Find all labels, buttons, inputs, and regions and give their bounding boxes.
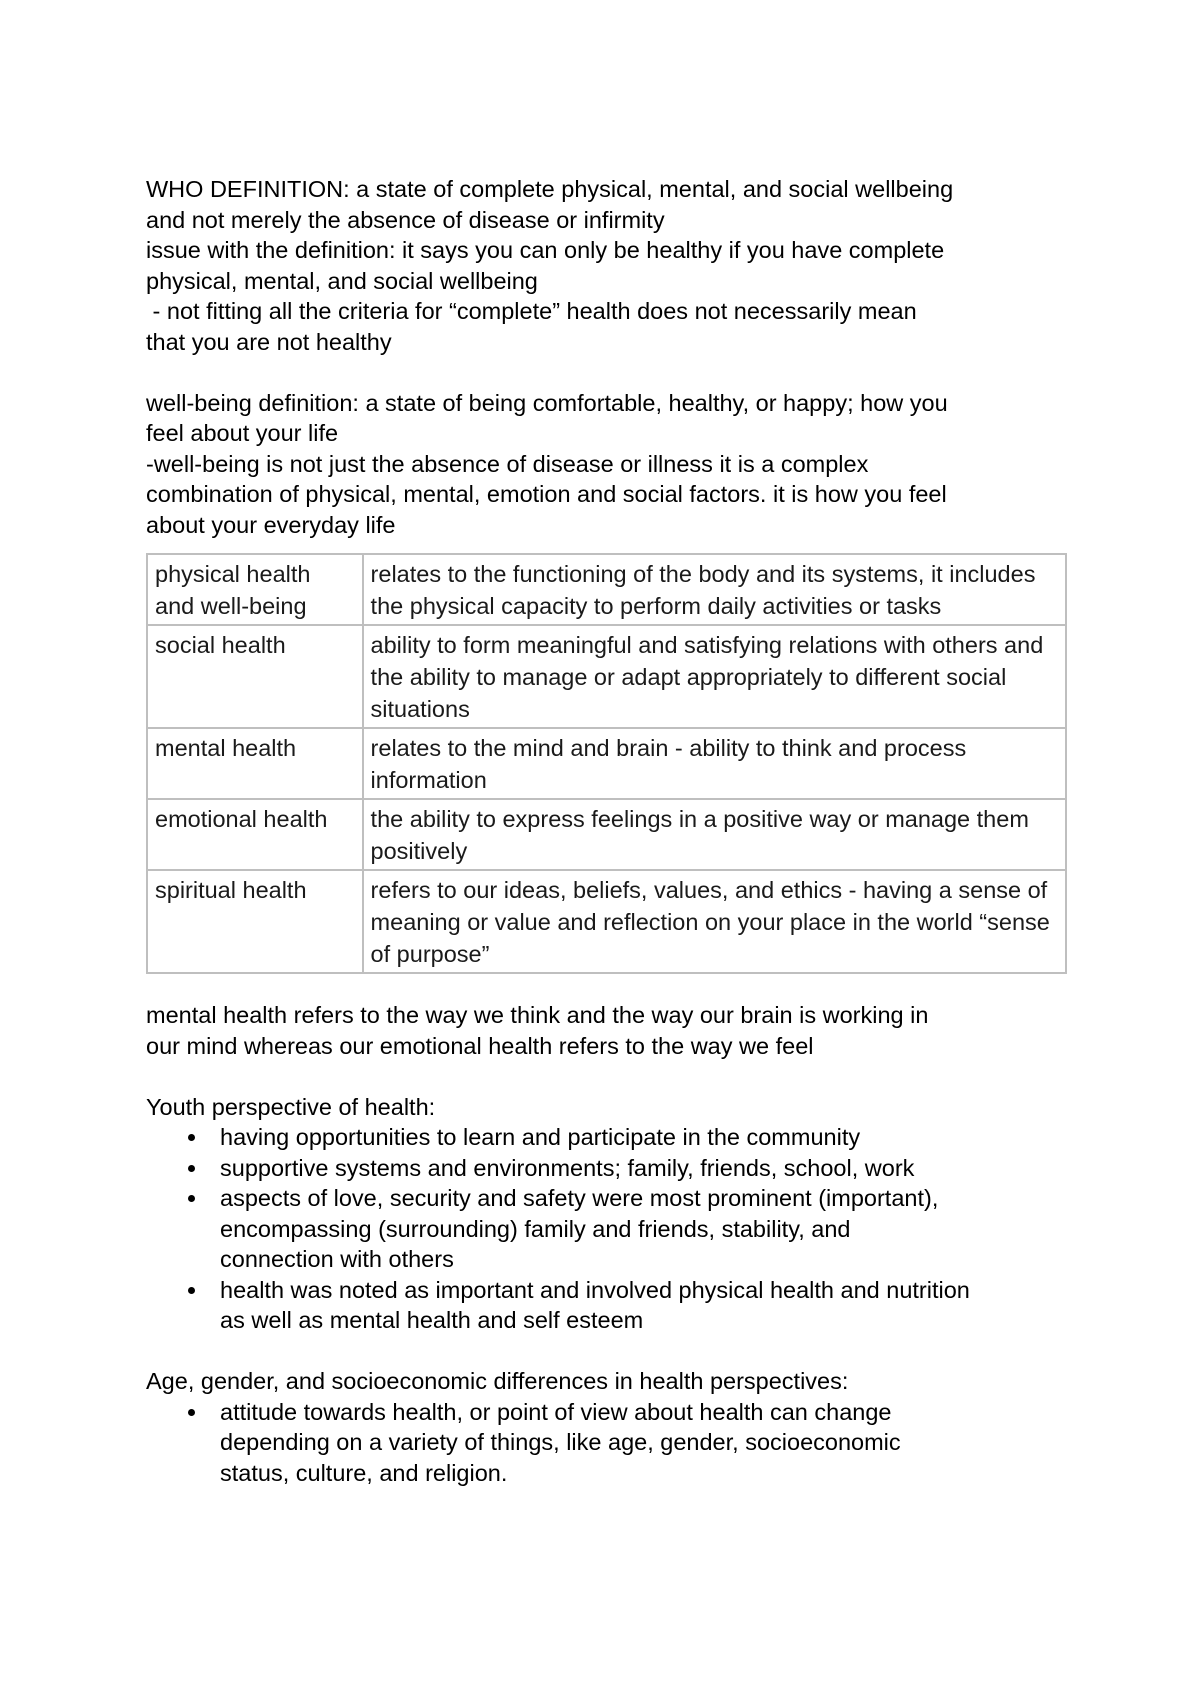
text-line: feel about your life (146, 420, 339, 446)
table-cell-term: physical health and well-being (147, 554, 363, 625)
section-heading: Age, gender, and socioeconomic differences in health perspectives: (146, 1368, 849, 1394)
text-line: and not merely the absence of disease or infirmity (146, 206, 665, 233)
mental-vs-emotional-block (146, 1000, 1066, 1061)
wellbeing-definition-block (146, 388, 1066, 541)
table-cell-term: emotional health (147, 799, 363, 870)
list-item-text: health was noted as important and involved physical health and nutrition as well as mental health and self esteem (220, 1276, 970, 1333)
bullet-icon (188, 1134, 195, 1141)
table-row (147, 728, 1066, 799)
youth-perspective-section (146, 1092, 1066, 1336)
table-row (147, 870, 1066, 973)
paragraph-gap (146, 357, 1066, 388)
text-line: - not fitting all the criteria for “complete” health does not necessarily mean (146, 298, 917, 324)
text-line: combination of physical, mental, emotion and social factors. it is how you feel (146, 481, 947, 507)
list-item (146, 1153, 1066, 1184)
table-row (147, 799, 1066, 870)
text-line: that you are not healthy (146, 328, 392, 355)
list-item (146, 1397, 1066, 1489)
text-line: well-being definition: a state of being comfortable, healthy, or happy; how you (146, 389, 948, 416)
text-line: WHO DEFINITION: a state of complete physical, mental, and social wellbeing (146, 176, 954, 202)
section-heading: Youth perspective of health: (146, 1093, 436, 1120)
health-dimensions-table (146, 553, 1067, 974)
who-definition-block (146, 174, 1066, 357)
list-item-text: attitude towards health, or point of view about health can change depending on a variety of things, like age, gender, socioeconomic status, culture, and religion. (220, 1398, 901, 1486)
list-item (146, 1122, 1066, 1153)
bullet-icon (188, 1409, 195, 1416)
table-cell-description: the ability to express feelings in a positive way or manage them positively (363, 799, 1066, 870)
table-row (147, 625, 1066, 728)
text-line: physical, mental, and social wellbeing (146, 267, 538, 294)
list-item-text: supportive systems and environments; family, friends, school, work (220, 1154, 915, 1181)
table-cell-description: relates to the functioning of the body and its systems, it includes the physical capacity to perform daily activities or tasks (363, 554, 1066, 625)
paragraph-gap (146, 1336, 1066, 1367)
table-cell-description: refers to our ideas, beliefs, values, and ethics - having a sense of meaning or value and reflection on your place in the world “sense of purpose” (363, 870, 1066, 973)
text-line: about your everyday life (146, 511, 396, 538)
table-cell-term: social health (147, 625, 363, 728)
list-item (146, 1275, 1066, 1336)
text-line: mental health refers to the way we think and the way our brain is working in (146, 1002, 929, 1028)
bullet-icon (188, 1287, 195, 1294)
list-item-text: aspects of love, security and safety were most prominent (important), encompassing (surrounding) family and friends, stability, and connection with others (220, 1185, 939, 1272)
bullet-icon (188, 1165, 195, 1172)
text-line: our mind whereas our emotional health refers to the way we feel (146, 1032, 814, 1059)
table-cell-description: ability to form meaningful and satisfying relations with others and the ability to manage or adapt appropriately to different social situations (363, 625, 1066, 728)
text-line: -well-being is not just the absence of disease or illness it is a complex (146, 450, 869, 477)
differences-section (146, 1366, 1066, 1488)
bullet-list (146, 1122, 1066, 1336)
list-item-text: having opportunities to learn and participate in the community (220, 1124, 861, 1150)
bullet-icon (188, 1195, 195, 1202)
list-item (146, 1183, 1066, 1275)
text-line: issue with the definition: it says you can only be healthy if you have complete (146, 237, 945, 263)
document-page (146, 174, 1066, 1488)
table-cell-term: mental health (147, 728, 363, 799)
table-row (147, 554, 1066, 625)
bullet-list (146, 1397, 1066, 1489)
table-cell-term: spiritual health (147, 870, 363, 973)
table-cell-description: relates to the mind and brain - ability to think and process information (363, 728, 1066, 799)
paragraph-gap (146, 1061, 1066, 1092)
